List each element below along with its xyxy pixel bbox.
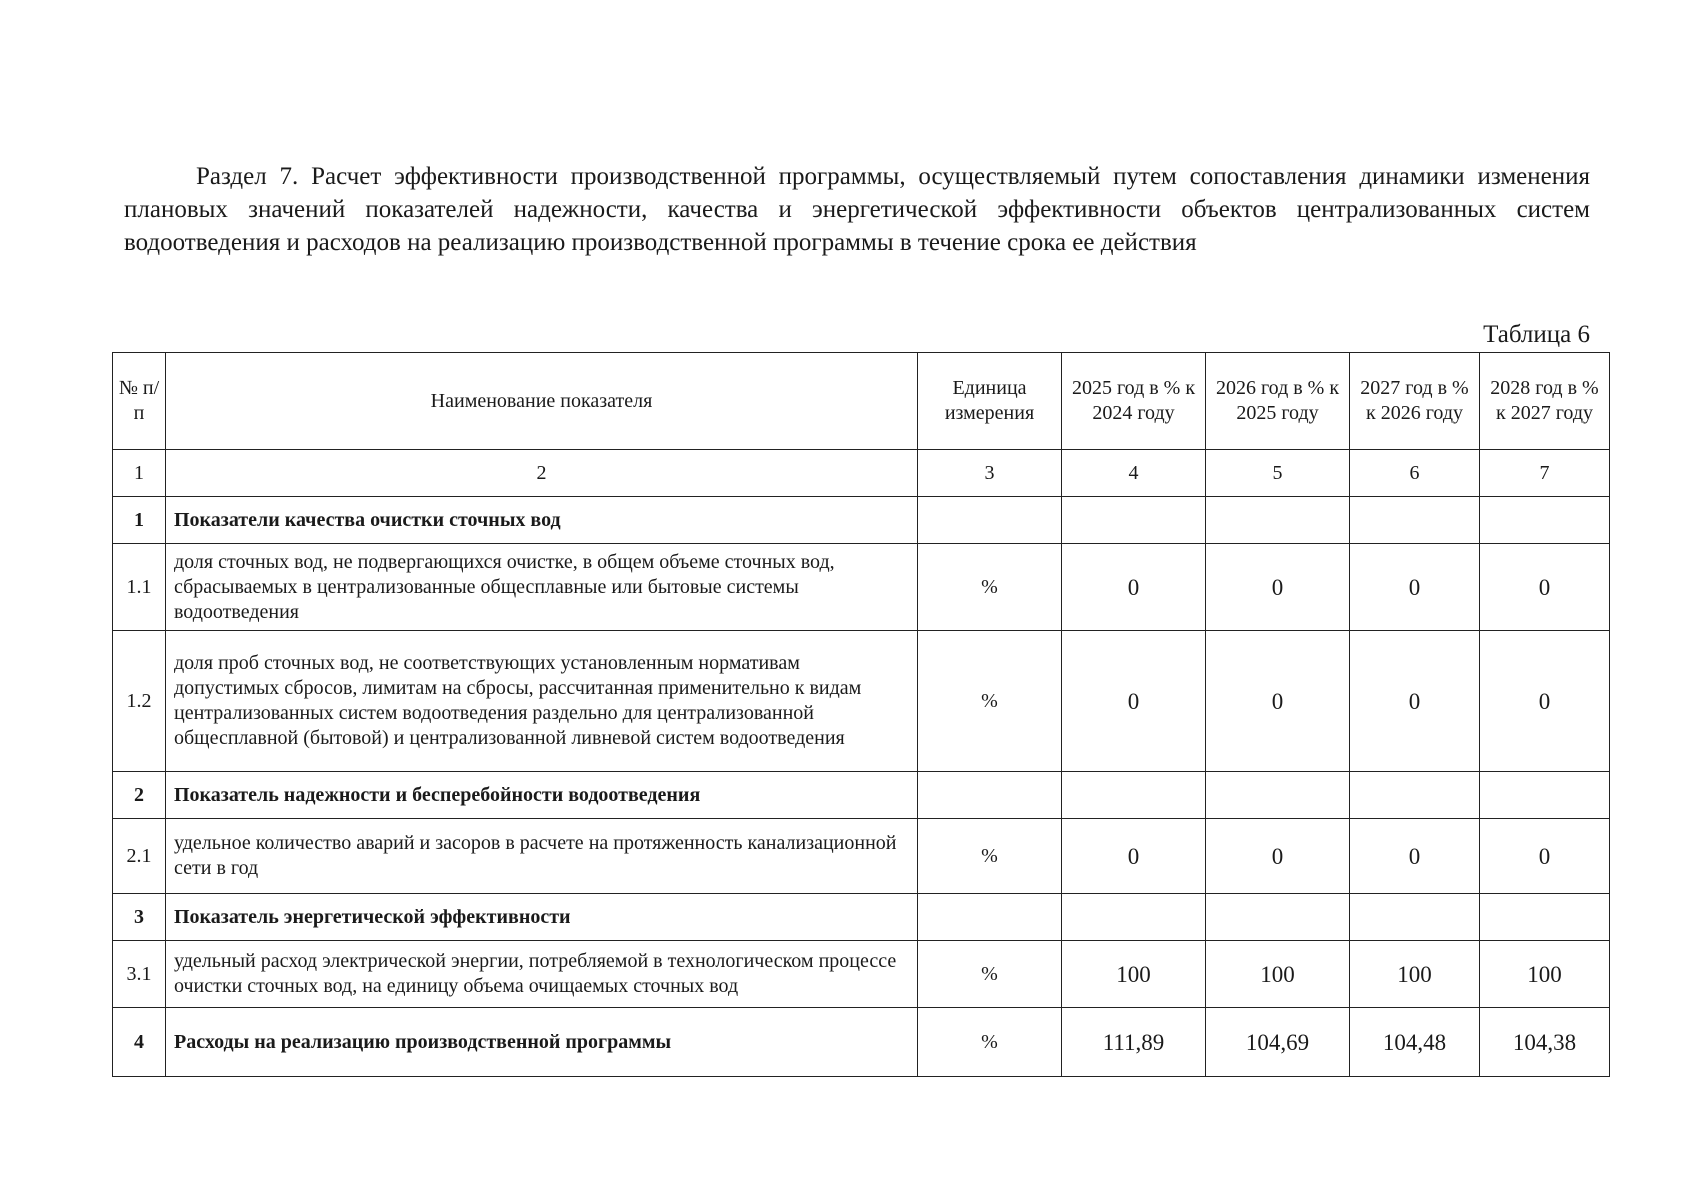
- row-unit: [918, 772, 1062, 819]
- column-index-row: [113, 450, 1610, 497]
- row-unit: %: [918, 631, 1062, 772]
- row-num: 3: [113, 894, 166, 941]
- row-value-2026: [1206, 497, 1350, 544]
- table-caption: Таблица 6: [1483, 321, 1590, 348]
- header-name: Наименование показателя: [166, 353, 918, 450]
- row-unit: %: [918, 544, 1062, 631]
- header-unit: Единица измерения: [918, 353, 1062, 450]
- table-row-4: [113, 1008, 1610, 1077]
- row-name: Показатель надежности и бесперебойности водоотведения: [166, 772, 918, 819]
- row-value-2027: 100: [1350, 941, 1480, 1008]
- row-value-2027: 0: [1350, 544, 1480, 631]
- row-value-2028: 0: [1480, 544, 1610, 631]
- row-value-2028: [1480, 894, 1610, 941]
- row-num: 1.2: [113, 631, 166, 772]
- row-value-2025: [1062, 894, 1206, 941]
- row-name: доля проб сточных вод, не соответствующих установленным нормативам допустимых сбросов, лимитам на сбросы, рассчитанная применительно к видам централизованных систем водоотведения раздельно для централизованной общесплавной (бытовой) и централизованной ливневой систем водоотведения: [166, 631, 918, 772]
- column-index-cell: 7: [1480, 450, 1610, 497]
- row-value-2028: [1480, 497, 1610, 544]
- row-value-2028: 104,38: [1480, 1008, 1610, 1077]
- row-num: 3.1: [113, 941, 166, 1008]
- table-row-section-2: [113, 772, 1610, 819]
- row-value-2027: [1350, 772, 1480, 819]
- row-unit: %: [918, 1008, 1062, 1077]
- row-value-2026: [1206, 894, 1350, 941]
- row-unit: %: [918, 819, 1062, 894]
- header-row: [113, 353, 1610, 450]
- row-unit: [918, 894, 1062, 941]
- row-value-2025: 0: [1062, 631, 1206, 772]
- row-value-2025: [1062, 497, 1206, 544]
- row-value-2025: [1062, 772, 1206, 819]
- row-value-2026: 100: [1206, 941, 1350, 1008]
- column-index-cell: 2: [166, 450, 918, 497]
- column-index-cell: 6: [1350, 450, 1480, 497]
- row-value-2027: [1350, 894, 1480, 941]
- column-index-cell: 1: [113, 450, 166, 497]
- header-2026: 2026 год в % к 2025 году: [1206, 353, 1350, 450]
- table-row-1-2: [113, 631, 1610, 772]
- row-num: 2.1: [113, 819, 166, 894]
- header-2028: 2028 год в % к 2027 году: [1480, 353, 1610, 450]
- row-value-2025: 0: [1062, 544, 1206, 631]
- row-name: удельное количество аварий и засоров в расчете на протяженность канализационной сети в год: [166, 819, 918, 894]
- row-value-2026: 0: [1206, 544, 1350, 631]
- row-name: Показатель энергетической эффективности: [166, 894, 918, 941]
- row-name: удельный расход электрической энергии, потребляемой в технологическом процессе очистки сточных вод, на единицу объема очищаемых сточных вод: [166, 941, 918, 1008]
- column-index-cell: 3: [918, 450, 1062, 497]
- row-value-2027: [1350, 497, 1480, 544]
- row-value-2027: 0: [1350, 631, 1480, 772]
- indicators-table: [112, 352, 1610, 1077]
- row-value-2027: 0: [1350, 819, 1480, 894]
- row-value-2026: [1206, 772, 1350, 819]
- row-value-2025: 111,89: [1062, 1008, 1206, 1077]
- row-value-2025: 0: [1062, 819, 1206, 894]
- row-value-2028: 0: [1480, 819, 1610, 894]
- row-unit: %: [918, 941, 1062, 1008]
- row-name: Расходы на реализацию производственной программы: [166, 1008, 918, 1077]
- table-row-section-1: [113, 497, 1610, 544]
- table-row-3-1: [113, 941, 1610, 1008]
- row-value-2026: 0: [1206, 819, 1350, 894]
- header-2025: 2025 год в % к 2024 году: [1062, 353, 1206, 450]
- column-index-cell: 4: [1062, 450, 1206, 497]
- row-unit: [918, 497, 1062, 544]
- row-num: 2: [113, 772, 166, 819]
- row-value-2028: 0: [1480, 631, 1610, 772]
- header-num: № п/п: [113, 353, 166, 450]
- section-heading: Раздел 7. Расчет эффективности производственной программы, осуществляемый путем сопоставления динамики изменения плановых значений показателей надежности, качества и энергетической эффективности объектов централизованных систем водоотведения и расходов на реализацию производственной программы в течение срока ее действия: [124, 163, 1590, 256]
- row-num: 1.1: [113, 544, 166, 631]
- row-value-2028: [1480, 772, 1610, 819]
- row-value-2026: 0: [1206, 631, 1350, 772]
- table-row-2-1: [113, 819, 1610, 894]
- row-num: 4: [113, 1008, 166, 1077]
- header-2027: 2027 год в % к 2026 году: [1350, 353, 1480, 450]
- row-num: 1: [113, 497, 166, 544]
- row-value-2028: 100: [1480, 941, 1610, 1008]
- column-index-cell: 5: [1206, 450, 1350, 497]
- row-value-2027: 104,48: [1350, 1008, 1480, 1077]
- table-row-section-3: [113, 894, 1610, 941]
- row-value-2025: 100: [1062, 941, 1206, 1008]
- row-value-2026: 104,69: [1206, 1008, 1350, 1077]
- table-row-1-1: [113, 544, 1610, 631]
- row-name: Показатели качества очистки сточных вод: [166, 497, 918, 544]
- row-name: доля сточных вод, не подвергающихся очистке, в общем объеме сточных вод, сбрасываемых в централизованные общесплавные или бытовые системы водоотведения: [166, 544, 918, 631]
